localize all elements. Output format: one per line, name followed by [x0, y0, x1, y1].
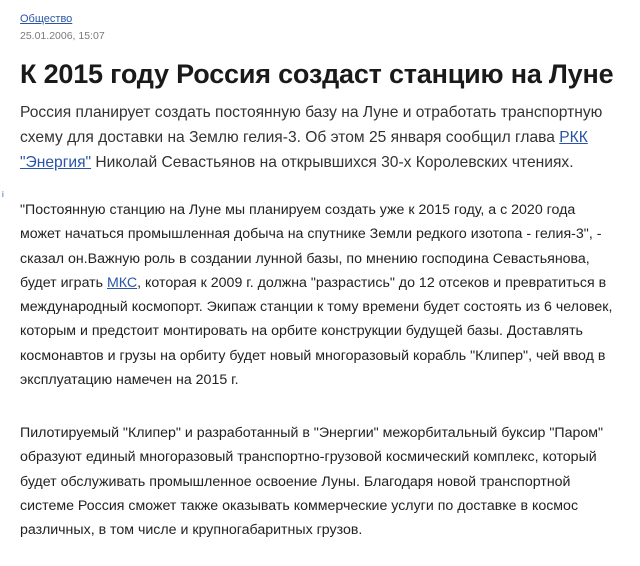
rkk-energia-link[interactable]: РКК "Энергия": [20, 129, 588, 171]
iss-link[interactable]: МКС: [106, 274, 138, 291]
paragraph-1-text-start: "Постоянную станцию на Луне мы планируем создать уже к 2015 году, а с 2020 года может начаться промышленная добыча на спутнике Земли редкого изотопа - гелия-3", - сказал он.Важную роль в создании лунной базы, по мнению господина Севастьянова, будет играть: [20, 202, 602, 291]
article-paragraph-1: [20, 198, 620, 392]
lead-text-end: Николай Севастьянов на открывшихся 30-х Королевских чтениях.: [91, 154, 574, 171]
paragraph-1-text-end: , которая к 2009 г. должна "разрастись" до 12 отсеков и превратиться в международный космопорт. Экипаж станции к тому времени будет состоять из 6 человек, которым и предстоит монтировать на орбите конструкции будущей базы. Доставлять космонавтов и грузы на орбиту будет новый многоразовый корабль "Клипер", чей ввод в эксплуатацию намечен на 2015 г.: [20, 274, 613, 389]
lead-text-start: Россия планирует создать постоянную базу на Луне и отработать транспортную схему для доставки на Землю гелия-3. Об этом 25 января сообщил глава: [20, 104, 603, 146]
rubric-link[interactable]: Общество: [20, 13, 73, 25]
article-paragraph-2: Пилотируемый "Клипер" и разработанный в "Энергии" межорбитальный буксир "Паром" образуют единый многоразовый транспортно-грузовой космический комплекс, который будет обслуживать промышленное освоение Луны. Благодаря новой транспортной системе Россия сможет также оказывать коммерческие услуги по доставке в космос различных, в том числе и крупногабаритных грузов.: [20, 425, 604, 539]
margin-marker: i: [2, 190, 4, 199]
article-lead: [20, 100, 620, 175]
article-title: К 2015 году Россия создаст станцию на Луне: [20, 59, 614, 89]
publish-date: 25.01.2006, 15:07: [20, 30, 105, 42]
